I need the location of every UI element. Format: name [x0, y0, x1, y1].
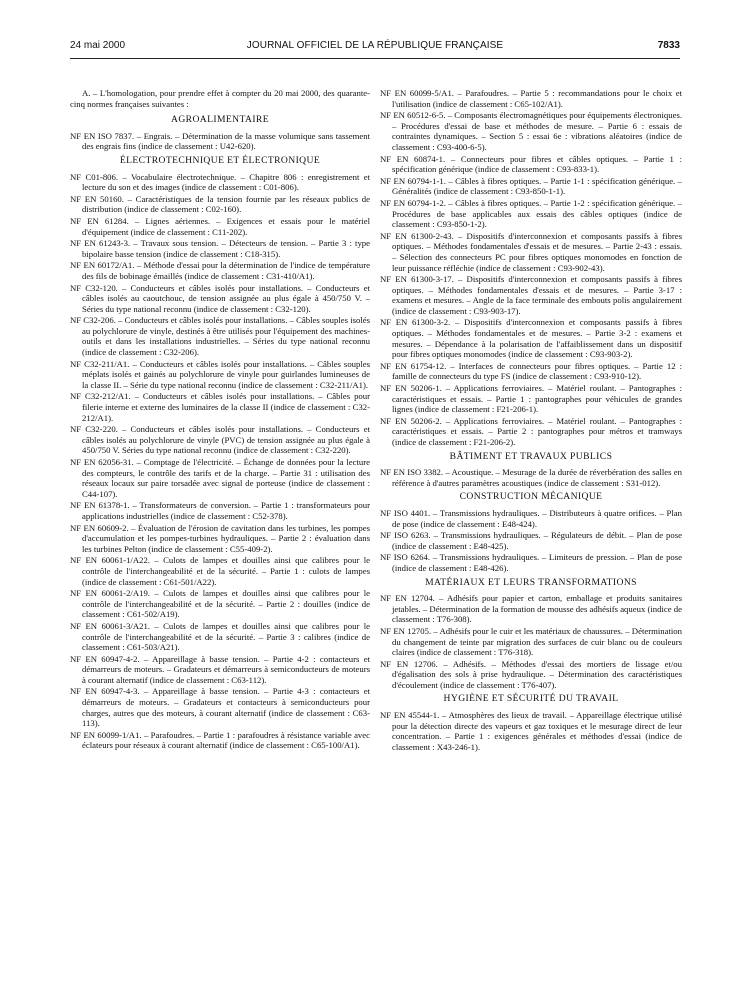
- standard-entry: NF C01-806. – Vocabulaire électrotechnique. – Chapitre 806 : enregistrement et lecture du son et des images (indice de classement : C01-806).: [70, 171, 370, 193]
- standard-entry: NF EN 61378-1. – Transformateurs de conversion. – Partie 1 : transformateurs pour applications industrielles (indice de classement : C52-378).: [70, 500, 370, 521]
- standard-entry: NF EN 60609-2. – Évaluation de l'érosion de cavitation dans les turbines, les pompes d'accumulation et les pompes-turbines hydrauliques. – Partie 2 : évaluation dans les turbines Pelton (indice de classement : C55-409-2).: [70, 522, 370, 554]
- section-heading: BÂTIMENT ET TRAVAUX PUBLICS: [449, 450, 613, 462]
- page-header: [70, 40, 680, 56]
- right-column: [380, 88, 682, 753]
- standard-entry: NF C32-120. – Conducteurs et câbles isolés pour installations. – Conducteurs et câbles isolés au caoutchouc, de tension assignée au plus égale à 450/750 V. – Séries du type national reconnu (indice de classement : C32-120).: [70, 282, 370, 314]
- standard-entry: NF EN 60947-4-3. – Appareillage à basse tension. – Partie 4-3 : contacteurs et démarreurs de moteurs. – Gradateurs et contacteurs à semiconducteurs pour charges, autres que des moteurs, à courant alternatif (indice de classement : C63-113).: [70, 686, 370, 729]
- standard-entry: NF ISO 6264. – Transmissions hydrauliques. – Limiteurs de pression. – Plan de pose (indice de classement : E48-426).: [380, 552, 682, 573]
- header-journal-title: JOURNAL OFFICIEL DE LA RÉPUBLIQUE FRANÇAISE: [246, 40, 504, 51]
- section-heading: MATÉRIAUX ET LEURS TRANSFORMATIONS: [425, 576, 637, 588]
- standard-entry: NF EN ISO 7837. – Engrais. – Détermination de la masse volumique sans tassement des engrais fins (indice de classement : U42-620).: [70, 130, 370, 152]
- standard-entry: NF C32-220. – Conducteurs et câbles isolés pour installations. – Conducteurs et câbles isolés au polychlorure de vinyle (PVC) de tension assignée au plus égale à 450/750 V. Séries du type national reconnu (indice de classement : C32-220).: [70, 424, 370, 456]
- standard-entry: NF EN 50160. – Caractéristiques de la tension fournie par les réseaux publics de distribution (indice de classement : C02-160).: [70, 193, 370, 215]
- standard-entry: NF EN 60061-1/A22. – Culots de lampes et douilles ainsi que calibres pour le contrôle de l'interchangeabilité et de la sécurité. – Partie 1 : culots de lampes (indice de classement : C61-501/A22).: [70, 555, 370, 587]
- section-heading: HYGIÈNE ET SÉCURITÉ DU TRAVAIL: [443, 693, 619, 705]
- standard-entry: NF ISO 6263. – Transmissions hydrauliques. – Régulateurs de débit. – Plan de pose (indice de classement : E48-425).: [380, 530, 682, 551]
- standard-entry: NF C32-212/A1. – Conducteurs et câbles isolés pour installations. – Câbles pour filerie interne et externe des luminaires de la classe II (indice de classement : C32-212/A1).: [70, 391, 370, 423]
- standard-entry: NF EN 60172/A1. – Méthode d'essai pour la détermination de l'indice de température des fils de bobinage émaillés (indice de classement : C31-410/A1).: [70, 260, 370, 281]
- standard-entry: NF EN 12706. – Adhésifs. – Méthodes d'essai des mortiers de lissage et/ou d'égalisation des sols à prise hydraulique. – Détermination des caractéristiques d'écoulement (indice de classement : T76-407).: [380, 658, 682, 690]
- section-heading: CONSTRUCTION MÉCANIQUE: [459, 491, 603, 503]
- intro-paragraph: A. – L'homologation, pour prendre effet à compter du 20 mai 2000, des quarante-cinq normes françaises suivantes :: [70, 88, 370, 109]
- standard-entry: NF EN 61754-12. – Interfaces de connecteurs pour fibres optiques. – Partie 12 : famille de connecteurs du type FS (indice de classement : C93-910-12).: [380, 360, 682, 382]
- standard-entry: NF EN 60947-4-2. – Appareillage à basse tension. – Partie 4-2 : contacteurs et démarreurs de moteurs. – Gradateurs et démarreurs à semiconducteurs de moteurs à courant alternatif (indice de classement : C63-112).: [70, 653, 370, 685]
- standard-entry: NF EN 60512-6-5. – Composants électromagnétiques pour équipements électroniques. – Procédures d'essai de base et méthodes de mesure. – Partie 6 : essais de contraintes dynamiques. – Section 5 : essai 6e : vibrations aléatoires (indice de classement : C93-400-6-5).: [380, 110, 682, 152]
- standard-entry: NF EN ISO 3382. – Acoustique. – Mesurage de la durée de réverbération des salles en référence à d'autres paramètres acoustiques (indice de classement : S31-012).: [380, 467, 682, 488]
- left-standards-list: [70, 115, 370, 751]
- standard-entry: NF EN 50206-2. – Applications ferroviaires. – Matériel roulant. – Pantographes : caractéristiques et essais. – Partie 2 : pantographes pour métros et tramways (indice de classement : F21-206-2).: [380, 415, 682, 447]
- standard-entry: NF ISO 4401. – Transmissions hydrauliques. – Distributeurs à quatre orifices. – Plan de pose (indice de classement : E48-424).: [380, 507, 682, 529]
- standard-entry: NF EN 60061-3/A21. – Culots de lampes et douilles ainsi que calibres pour le contrôle de l'interchangeabilité et de la sécurité. – Partie 3 : calibres (indice de classement : C61-503/A21).: [70, 620, 370, 653]
- standard-entry: NF EN 61284. – Lignes aériennes. – Exigences et essais pour le matériel d'équipement (indice de classement : C11-202).: [70, 215, 370, 237]
- left-column: [70, 88, 370, 752]
- standard-entry: NF EN 60794-1-2. – Câbles à fibres optiques. – Partie 1-2 : spécification générique. – Procédures de base applicables aux essais des câbles optiques (indice de classement : C93-850-1-2).: [380, 197, 682, 230]
- header-rule: [70, 58, 680, 59]
- section-heading: ÉLECTROTECHNIQUE ET ÉLECTRONIQUE: [119, 154, 321, 166]
- standard-entry: NF EN 45544-1. – Atmosphères des lieux de travail. – Appareillage électrique utilisé pour la détection directe des vapeurs et gaz toxiques et le mesurage direct de leur concentration. – Partie 1 : exigences générales et méthodes d'essai (indice de classement : X43-246-1).: [380, 710, 682, 752]
- standard-entry: NF EN 60061-2/A19. – Culots de lampes et douilles ainsi que calibres pour le contrôle de l'interchangeabilité et de la sécurité. – Partie 2 : douilles (indice de classement : C61-502/A19).: [70, 588, 370, 620]
- standard-entry: NF EN 60794-1-1. – Câbles à fibres optiques. – Partie 1-1 : spécification générique. – Généralités (indice de classement : C93-850-1-1).: [380, 175, 682, 197]
- standard-entry: NF EN 61243-3. – Travaux sous tension. – Détecteurs de tension. – Partie 3 : type bipolaire basse tension (indice de classement : C18-315).: [70, 238, 370, 259]
- section-heading: AGROALIMENTAIRE: [171, 114, 269, 126]
- header-page-number: 7833: [657, 40, 680, 51]
- standard-entry: NF EN 60099-1/A1. – Parafoudres. – Partie 1 : parafoudres à résistance variable avec éclateurs pour réseaux à courant alternatif (indice de classement : C65-100/A1).: [70, 729, 370, 751]
- standard-entry: NF EN 61300-2-43. – Dispositifs d'interconnexion et composants passifs à fibres optiques. – Méthodes fondamentales d'essais et de mesures. – Partie 2-43 : essais. – Sélection des connecteurs PC pour fibres optiques monomodes en fonction de leur puissance réfléchie (indice de classement : C93-902-43).: [380, 230, 682, 273]
- standard-entry: NF EN 12705. – Adhésifs pour le cuir et les matériaux de chaussures. – Détermination du changement de teinte par migration des surfaces de cuir blanc ou de couleurs claires (indice de classement : T76-318).: [380, 625, 682, 658]
- standard-entry: NF EN 50206-1. – Applications ferroviaires. – Matériel roulant. – Pantographes : caractéristiques et essais. – Partie 1 : pantographes pour véhicules de grandes lignes (indice de classement : F21-206-1).: [380, 383, 682, 415]
- standard-entry: NF EN 62056-31. – Comptage de l'électricité. – Échange de données pour la lecture des compteurs, le contrôle des tarifs et de la charge. – Partie 31 : utilisation des réseaux locaux sur paire torsadée avec signal de porteuse (indice de classement : C44-107).: [70, 457, 370, 499]
- standard-entry: NF C32-211/A1. – Conducteurs et câbles isolés pour installations. – Câbles souples méplats isolés et gainés au polychlorure de vinyle pour guirlandes lumineuses de la classe II. – Série du type national reconnu (indice de classement : C32-211/A1).: [70, 358, 370, 390]
- standard-entry: NF EN 60099-5/A1. – Parafoudres. – Partie 5 : recommandations pour le choix et l'utilisation (indice de classement : C65-102/A1).: [380, 88, 682, 109]
- standard-entry: NF EN 61300-3-2. – Dispositifs d'interconnexion et composants passifs à fibres optiques. – Méthodes fondamentales et de mesures. – Partie 3-2 : examens et mesures. – Dépendance à la polarisation de l'affaiblissement dans un dispositif pour fibres optiques monomodes (indice de classement : C93-903-2).: [380, 317, 682, 360]
- standard-entry: NF EN 61300-3-17. – Dispositifs d'interconnexion et composants passifs à fibres optiques. – Méthodes fondamentales d'essais et de mesures. – Partie 3-17 : examens et mesures. – Angle de la face terminale des embouts polis angulairement (indice de classement : C93-903-17).: [380, 274, 682, 316]
- right-standards-list: [380, 88, 682, 752]
- header-date: 24 mai 2000: [70, 40, 126, 51]
- standard-entry: NF EN 60874-1. – Connecteurs pour fibres et câbles optiques. – Partie 1 : spécification générique (indice de classement : C93-833-1).: [380, 153, 682, 175]
- standard-entry: NF C32-206. – Conducteurs et câbles isolés pour installations. – Câbles souples isolés au polychlorure de vinyle, destinés à être utilisés pour l'équipement des machines-outils et dans les installations industrielles. – Séries du type national reconnu (indice de classement : C32-206).: [70, 315, 370, 358]
- standard-entry: NF EN 12704. – Adhésifs pour papier et carton, emballage et produits sanitaires jetables. – Détermination de la formation de mousse des adhésifs aqueux (indice de classement : T76-308).: [380, 593, 682, 625]
